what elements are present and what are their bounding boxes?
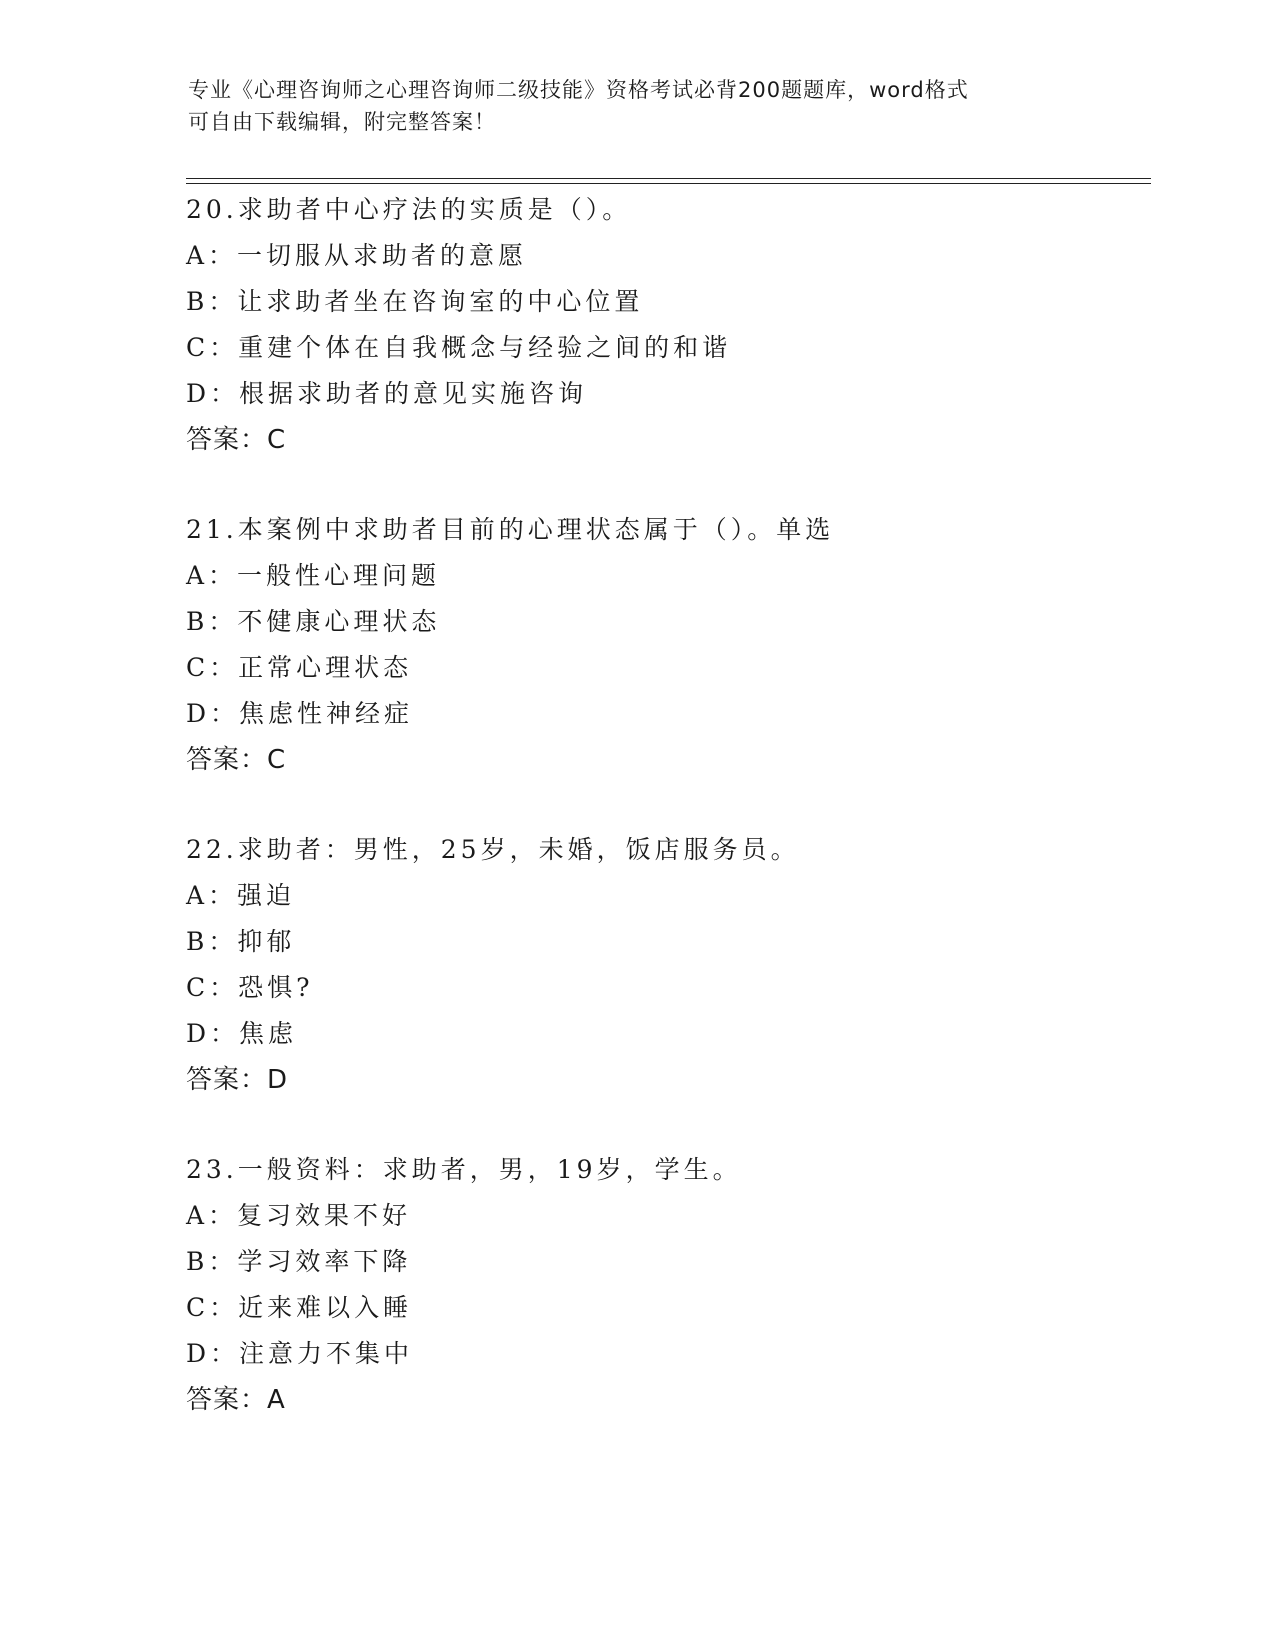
option-d: D：焦虑性神经症: [186, 699, 414, 728]
option-b: B：学习效率下降: [186, 1247, 412, 1276]
header-rule-bottom: [186, 183, 1151, 184]
option-a: A：一切服从求助者的意愿: [186, 241, 528, 270]
option-c: C：重建个体在自我概念与经验之间的和谐: [186, 333, 732, 362]
option-a: A：复习效果不好: [186, 1201, 412, 1230]
header-line-2: 可自由下载编辑，附完整答案！: [188, 110, 496, 134]
option-a: A：一般性心理问题: [186, 561, 441, 590]
question-stem: 20.求助者中心疗法的实质是（）。: [186, 195, 632, 224]
question-20: [186, 187, 1146, 463]
answer: 答案：A: [186, 1385, 286, 1415]
question-23: [186, 1147, 1146, 1423]
option-a: A：强迫: [186, 881, 296, 910]
option-b: B：让求助者坐在咨询室的中心位置: [186, 287, 644, 316]
option-c: C：正常心理状态: [186, 653, 413, 682]
question-stem: 21.本案例中求助者目前的心理状态属于（）。单选: [186, 515, 835, 544]
option-c: C：恐惧?: [186, 973, 314, 1002]
question-stem: 22.求助者：男性，25岁，未婚，饭店服务员。: [186, 835, 800, 864]
answer: 答案：D: [186, 1065, 289, 1095]
answer: 答案：C: [186, 425, 287, 455]
question-21: [186, 507, 1146, 783]
option-b: B：抑郁: [186, 927, 296, 956]
option-b: B：不健康心理状态: [186, 607, 441, 636]
question-22: [186, 827, 1146, 1103]
header-rule-top: [186, 178, 1151, 179]
header-line-1: 专业《心理咨询师之心理咨询师二级技能》资格考试必背200题题库，word格式: [188, 78, 969, 102]
answer: 答案：C: [186, 745, 287, 775]
document-header: [188, 74, 1088, 138]
option-c: C：近来难以入睡: [186, 1293, 413, 1322]
option-d: D：焦虑: [186, 1019, 298, 1048]
option-d: D：注意力不集中: [186, 1339, 414, 1368]
question-stem: 23.一般资料：求助者，男，19岁，学生。: [186, 1155, 742, 1184]
option-d: D：根据求助者的意见实施咨询: [186, 379, 588, 408]
